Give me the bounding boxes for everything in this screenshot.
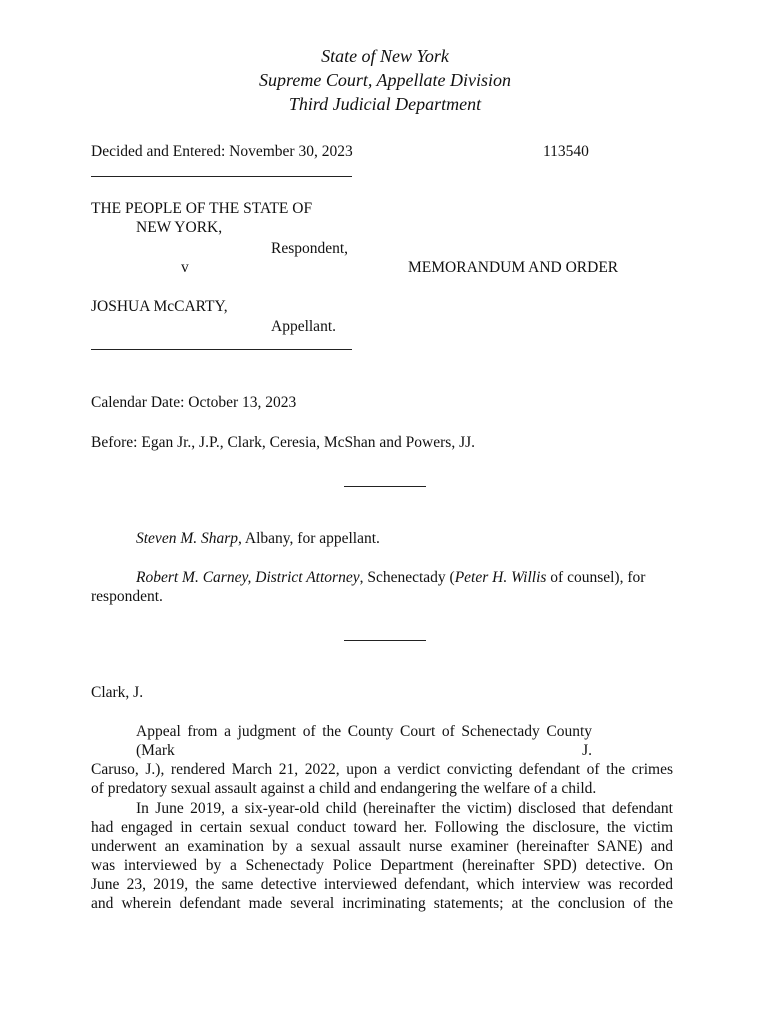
respondent-of-counsel-name: Peter H. Willis	[454, 569, 547, 586]
paragraph-2-line: June 23, 2019, the same detective interviewed defendant, which interview was recorded	[91, 876, 673, 893]
respondent-counsel-continued: respondent.	[91, 588, 163, 605]
appellant-counsel-location: , Albany, for appellant.	[238, 530, 380, 547]
docket-number: 113540	[543, 143, 589, 160]
paragraph-1-line: Appeal from a judgment of the County Court of Schenectady County (Mark J.	[136, 723, 592, 759]
section-divider-1	[344, 486, 426, 487]
paragraph-2-line: and wherein defendant made several incriminating statements; at the conclusion of the	[91, 895, 673, 912]
opinion-paragraph-1	[91, 722, 673, 798]
caption-top-rule	[91, 176, 352, 177]
respondent-counsel-location: , Schenectady (	[359, 569, 455, 586]
opinion-paragraph-2	[91, 799, 673, 913]
calendar-date: Calendar Date: October 13, 2023	[91, 394, 297, 411]
court-division-title: Supreme Court, Appellate Division	[259, 70, 511, 90]
respondent-counsel-name: Robert M. Carney, District Attorney	[136, 569, 360, 586]
court-department-title: Third Judicial Department	[288, 94, 482, 114]
respondent-party-line2: NEW YORK,	[136, 219, 223, 236]
paragraph-2-line: underwent an examination by a sexual assault nurse examiner (hereinafter SANE) and	[91, 838, 673, 855]
respondent-party-line1: THE PEOPLE OF THE STATE OF	[91, 200, 313, 217]
appellant-party: JOSHUA McCARTY,	[91, 298, 228, 315]
panel-justices: Before: Egan Jr., J.P., Clark, Ceresia, McShan and Powers, JJ.	[91, 434, 476, 451]
document-type: MEMORANDUM AND ORDER	[408, 259, 619, 276]
section-divider-2	[344, 640, 426, 641]
respondent-counsel-end: of counsel), for	[546, 569, 646, 586]
respondent-role: Respondent,	[271, 240, 349, 257]
paragraph-2-line: In June 2019, a six-year-old child (hereinafter the victim) disclosed that defendant	[136, 800, 673, 817]
court-state-title: State of New York	[321, 46, 449, 66]
respondent-counsel	[136, 568, 645, 587]
paragraph-1-line: of predatory sexual assault against a child and endangering the welfare of a child.	[91, 780, 597, 797]
paragraph-2-line: had engaged in certain sexual conduct toward her. Following the disclosure, the victim	[91, 819, 673, 836]
paragraph-1-line: Caruso, J.), rendered March 21, 2022, upon a verdict convicting defendant of the crimes	[91, 761, 673, 778]
opinion-author: Clark, J.	[91, 684, 144, 701]
caption-bottom-rule	[91, 349, 352, 350]
decided-entered-date: Decided and Entered: November 30, 2023	[91, 143, 353, 160]
versus-label: v	[181, 259, 189, 276]
paragraph-2-line: was interviewed by a Schenectady Police Department (hereinafter SPD) detective. On	[91, 857, 673, 874]
appellant-role: Appellant.	[271, 318, 336, 335]
appellant-counsel	[136, 529, 380, 548]
appellant-counsel-name: Steven M. Sharp	[136, 530, 239, 547]
